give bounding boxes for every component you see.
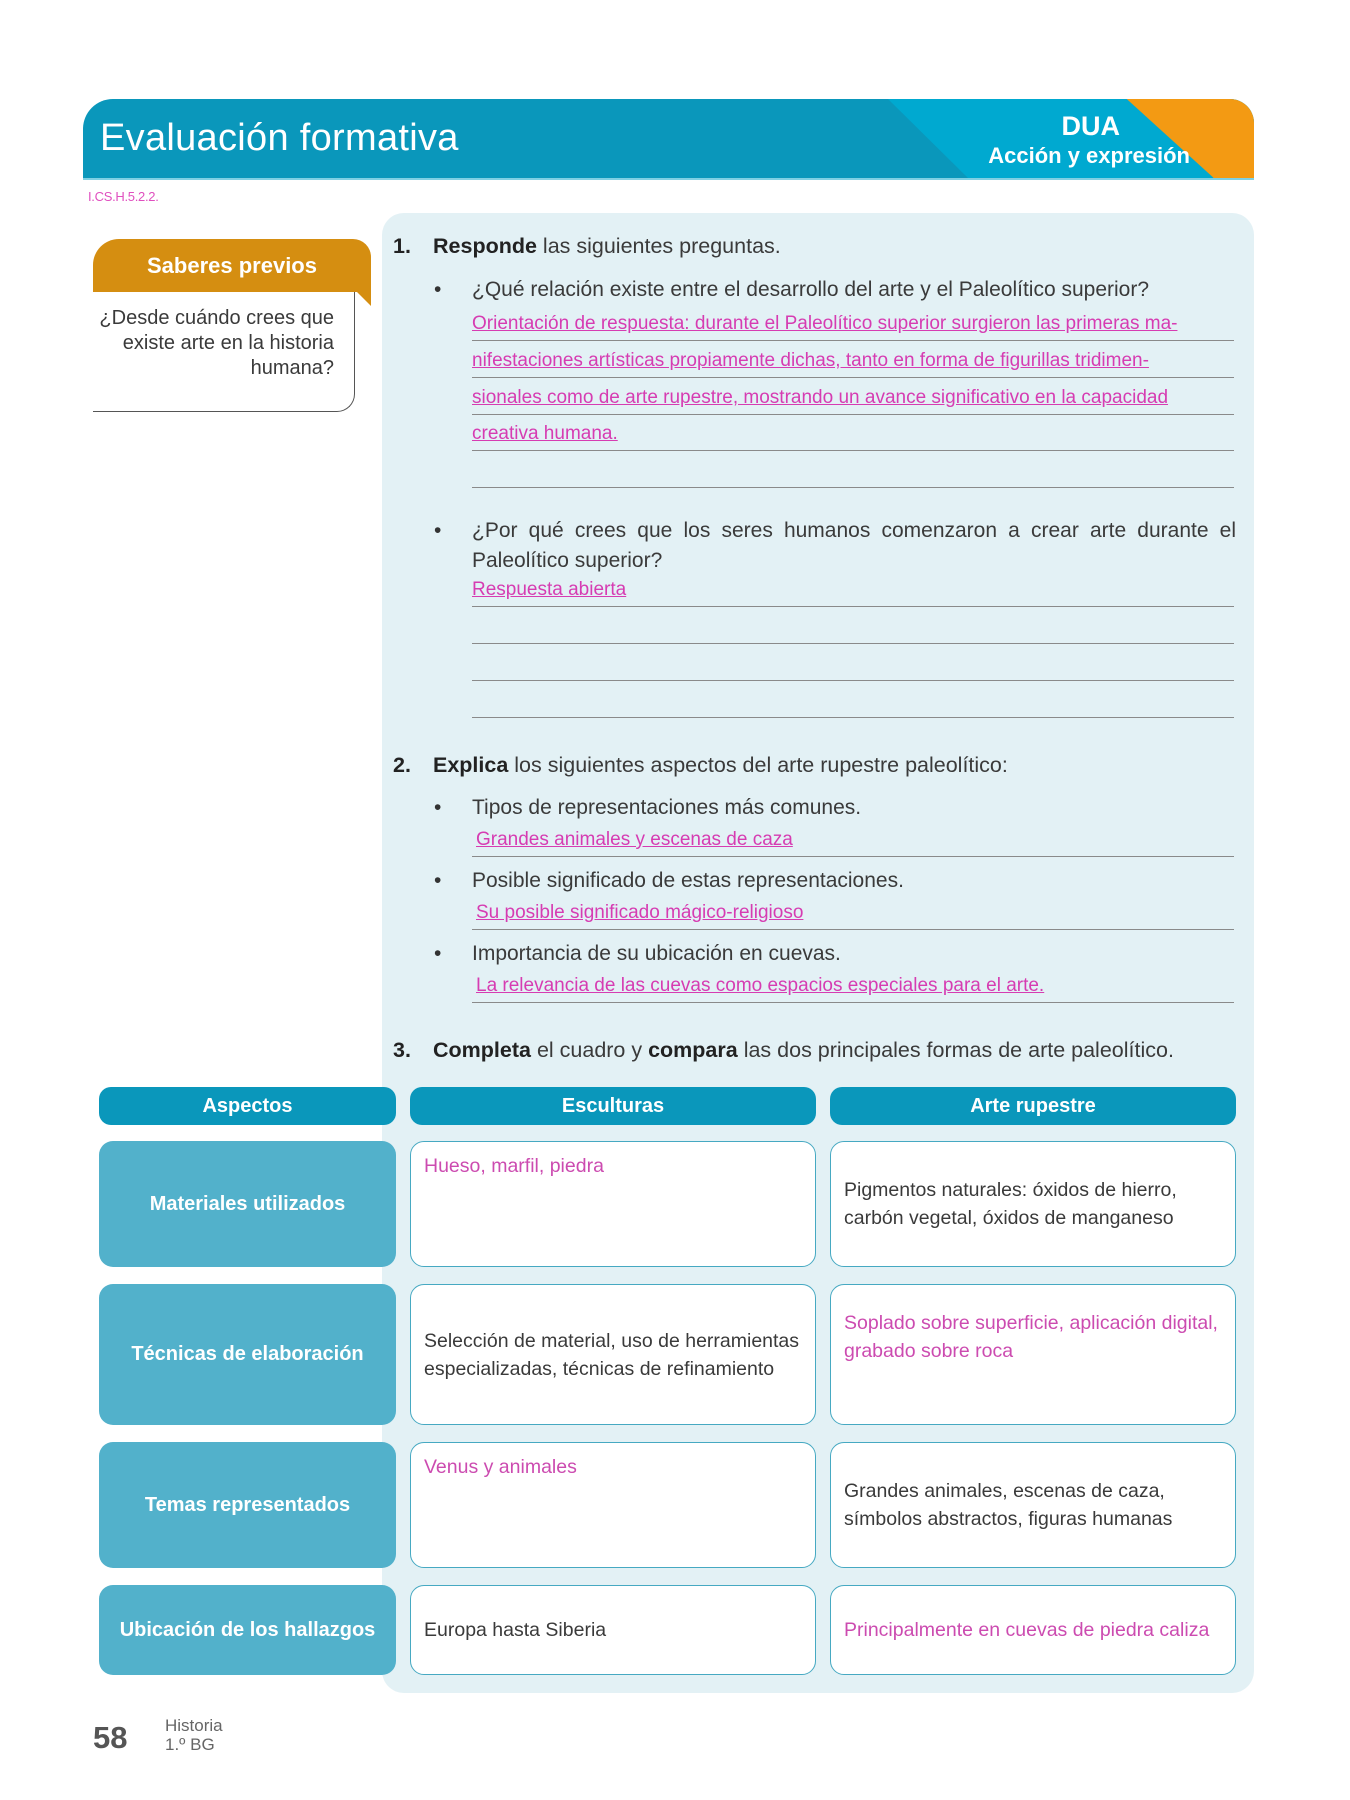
- question-1-item-1-prompt: • ¿Qué relación existe entre el desarrollo del arte y el Paleolítico superior?: [472, 278, 1149, 302]
- question-text: los siguientes aspectos del arte rupestre paleolítico:: [508, 753, 1008, 777]
- question-text: las dos principales formas de arte paleolítico.: [737, 1038, 1174, 1062]
- question-2-item-2-prompt: • Posible significado de estas representaciones.: [472, 869, 904, 893]
- question-number: 2.: [393, 753, 411, 777]
- question-2-item-1-prompt: • Tipos de representaciones más comunes.: [472, 796, 861, 820]
- answer-line[interactable]: La relevancia de las cuevas como espacios especiales para el arte.: [472, 973, 1234, 1003]
- saberes-previos-label: Saberes previos: [93, 239, 371, 292]
- question-3: [393, 1038, 1174, 1063]
- question-verb-2: compara: [648, 1038, 738, 1062]
- table-cell-esculturas[interactable]: Venus y animales: [410, 1442, 816, 1568]
- table-header-esculturas: Esculturas: [410, 1087, 816, 1125]
- table-header-arte-rupestre: Arte rupestre: [830, 1087, 1236, 1125]
- dua-subtitle: Acción y expresión: [988, 143, 1190, 168]
- question-1-item-2-prompt: • ¿Por qué crees que los seres humanos comenzaron a crear arte durante el Paleolítico superior?: [472, 516, 1236, 576]
- header-banner: [83, 99, 1254, 180]
- table-cell-arte-rupestre[interactable]: Grandes animales, escenas de caza, símbolos abstractos, figuras humanas: [830, 1442, 1236, 1568]
- question-number: 3.: [393, 1038, 411, 1062]
- footer-subject: [165, 1716, 223, 1754]
- table-cell-arte-rupestre[interactable]: Pigmentos naturales: óxidos de hierro, carbón vegetal, óxidos de manganeso: [830, 1141, 1236, 1267]
- answer-line[interactable]: Grandes animales y escenas de caza: [472, 827, 1234, 857]
- answer-line[interactable]: creativa humana.: [472, 421, 1234, 451]
- answer-line[interactable]: [472, 651, 1234, 681]
- table-cell-arte-rupestre[interactable]: Soplado sobre superficie, aplicación digital, grabado sobre roca: [830, 1284, 1236, 1425]
- answer-line[interactable]: nifestaciones artísticas propiamente dichas, tanto en forma de figurillas tridimen-: [472, 348, 1234, 378]
- row-header-temas: Temas representados: [99, 1442, 396, 1568]
- question-2: [393, 753, 1008, 778]
- table-cell-esculturas[interactable]: Hueso, marfil, piedra: [410, 1141, 816, 1267]
- question-text: las siguientes preguntas.: [536, 234, 781, 258]
- answer-line[interactable]: [472, 688, 1234, 718]
- table-cell-esculturas[interactable]: Selección de material, uso de herramientas especializadas, técnicas de refinamiento: [410, 1284, 816, 1425]
- question-2-item-3-prompt: • Importancia de su ubicación en cuevas.: [472, 942, 841, 966]
- row-header-tecnicas: Técnicas de elaboración: [99, 1284, 396, 1425]
- table-cell-arte-rupestre[interactable]: Principalmente en cuevas de piedra caliza: [830, 1585, 1236, 1675]
- question-number: 1.: [393, 234, 411, 258]
- answer-line[interactable]: [472, 614, 1234, 644]
- page-number: 58: [93, 1720, 128, 1755]
- answer-line[interactable]: Orientación de respuesta: durante el Paleolítico superior surgieron las primeras ma-: [472, 311, 1234, 341]
- question-verb: Responde: [433, 234, 537, 258]
- table-header-aspectos: Aspectos: [99, 1087, 396, 1125]
- question-1: [393, 234, 781, 259]
- answer-line[interactable]: sionales como de arte rupestre, mostrando un avance significativo en la capacidad: [472, 385, 1234, 415]
- subject-name: Historia: [165, 1716, 223, 1735]
- indicator-code: I.CS.H.5.2.2.: [88, 189, 159, 204]
- row-header-ubicacion: Ubicación de los hallazgos: [99, 1585, 396, 1675]
- grade-level: 1.º BG: [165, 1735, 215, 1754]
- saberes-previos-question: ¿Desde cuándo crees que existe arte en la historia humana?: [99, 307, 334, 379]
- question-verb: Explica: [433, 753, 509, 777]
- answer-line[interactable]: [472, 458, 1234, 488]
- row-header-materiales: Materiales utilizados: [99, 1141, 396, 1267]
- question-text: el cuadro y: [530, 1038, 649, 1062]
- dua-title: DUA: [1061, 111, 1120, 141]
- page-title: Evaluación formativa: [100, 117, 459, 159]
- answer-line[interactable]: Respuesta abierta: [472, 577, 1234, 607]
- saberes-previos-box: [93, 292, 355, 412]
- table-cell-esculturas[interactable]: Europa hasta Siberia: [410, 1585, 816, 1675]
- question-verb: Completa: [433, 1038, 531, 1062]
- answer-line[interactable]: Su posible significado mágico-religioso: [472, 900, 1234, 930]
